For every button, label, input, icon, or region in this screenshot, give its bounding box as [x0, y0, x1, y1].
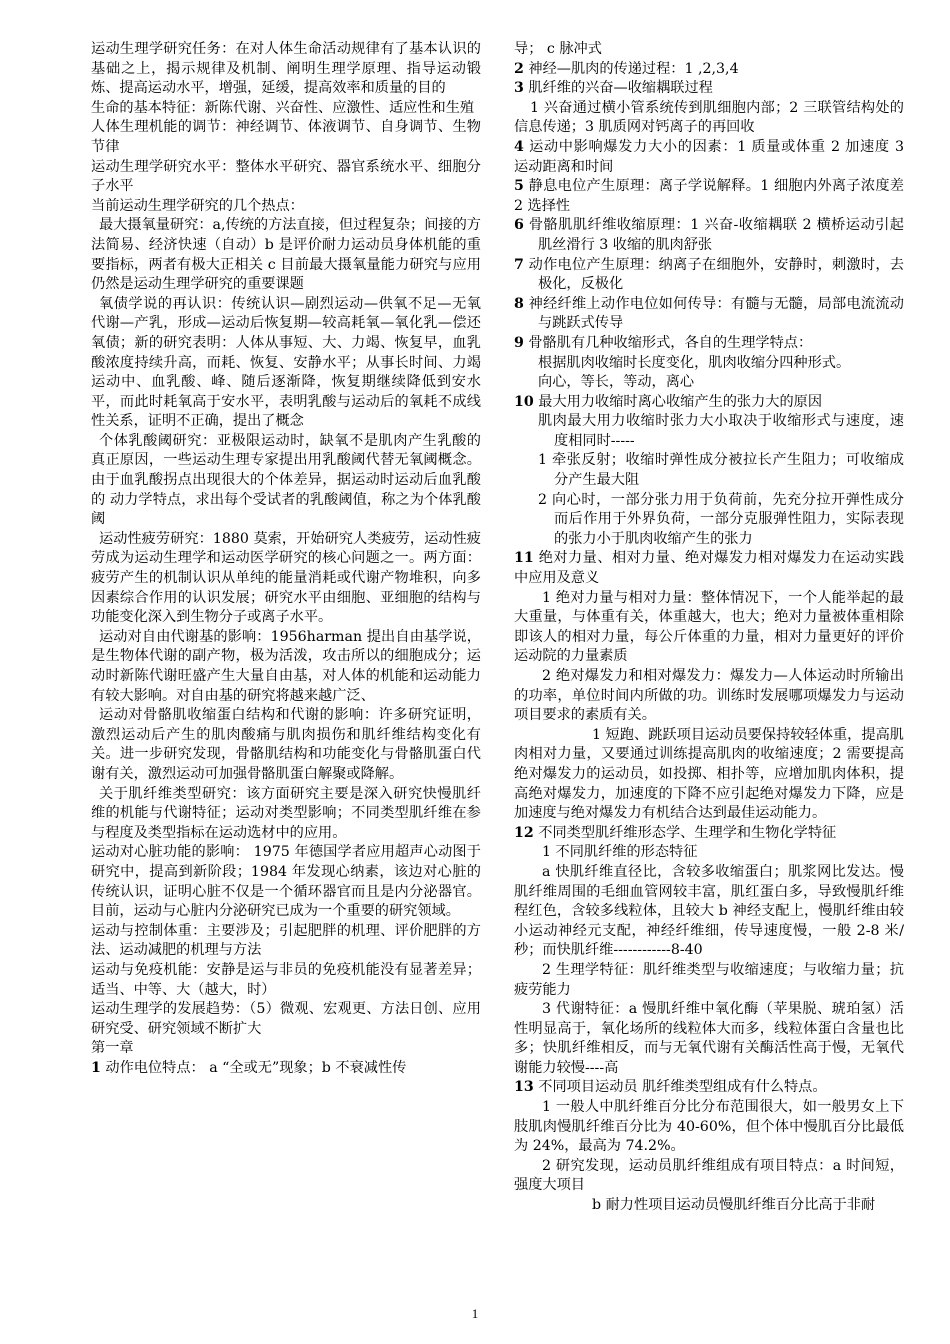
- paragraph-text: 关于肌纤维类型研究：该方面研究主要是深入研究快慢肌纤维的机能与代谢特征；运动对类型影响；不同类型肌纤维在参与程度及类型指标在运动选材中的应用。: [91, 785, 481, 841]
- paragraph: [91, 216, 481, 294]
- paragraph: [514, 99, 904, 138]
- paragraph: [514, 961, 904, 1000]
- paragraph: [514, 373, 904, 393]
- item-number: 5: [514, 178, 524, 195]
- paragraph: [91, 706, 481, 784]
- paragraph-text: 最大用力收缩时离心收缩产生的张力大的原因: [533, 393, 823, 410]
- paragraph: [514, 1098, 904, 1157]
- paragraph-text: 导； c 脉冲式: [514, 41, 602, 57]
- paragraph-text: 不同类型肌纤维形态学、生理学和生物化学特征: [533, 824, 837, 841]
- paragraph-text: 最大摄氧量研究：a,传统的方法直接，但过程复杂；间接的方法简易、经济快速（自动）b 是评价耐力运动员身体机能的重要指标，两者有极大正相关 c 目前最大摄氧量能力研究与应用仍然是运动生理学研究的重要课题: [91, 217, 481, 293]
- paragraph: [91, 40, 481, 99]
- paragraph-text: 人体生理机能的调节：神经调节、体液调节、自身调节、生物节律: [91, 119, 481, 155]
- paragraph-text: 静息电位产生原理：离子学说解释。1 细胞内外离子浓度差 2 选择性: [514, 178, 904, 214]
- paragraph: [514, 589, 904, 667]
- paragraph-text: 1 一般人中肌纤维百分比分布范围很大，如一般男女上下肢肌肉慢肌纤维百分比为 40-60%，但个体中慢肌百分比最低为 24%，最高为 74.2%。: [514, 1099, 904, 1155]
- paragraph: [514, 177, 904, 216]
- paragraph-text: 2 生理学特征：肌纤维类型与收缩速度；与收缩力量；抗疲劳能力: [514, 961, 904, 998]
- paragraph: [514, 256, 904, 295]
- paragraph: [91, 118, 481, 157]
- paragraph-text: 向心，等长，等动，离心: [538, 374, 695, 391]
- paragraph: [514, 354, 904, 374]
- paragraph-text: 当前运动生理学研究的几个热点：: [91, 197, 304, 214]
- paragraph-text: 不同项目运动员 肌纤维类型组成有什么特点。: [533, 1079, 827, 1096]
- paragraph: [91, 785, 481, 844]
- paragraph: [91, 961, 481, 1000]
- paragraph: [91, 197, 481, 217]
- paragraph: [514, 824, 904, 844]
- paragraph: [514, 412, 904, 451]
- paragraph-text: 运动与控制体重：主要涉及；引起肥胖的机理、评价肥胖的方法、运动减肥的机理与方法: [91, 922, 481, 959]
- paragraph-text: 骨骼肌肌纤维收缩原理：1 兴奋-收缩耦联 2 横桥运动引起肌丝滑行 3 收缩的肌肉舒张: [523, 217, 904, 253]
- paragraph-text: 1 绝对力量与相对力量：整体情况下，一个人能举起的最大重量，与体重有关，体重越大，也大；绝对力量被体重相除即该人的相对力量，每公斤体重的力量，相对力量更好的评价运动院的力量素质: [514, 589, 904, 665]
- paragraph-text: 2 研究发现，运动员肌纤维组成有项目特点：a 时间短，强度大项目: [514, 1157, 904, 1194]
- paragraph: [514, 1157, 904, 1196]
- paragraph: [91, 530, 481, 628]
- item-number: 13: [514, 1079, 534, 1096]
- paragraph-text: 个体乳酸阈研究：亚极限运动时，缺氧不是肌肉产生乳酸的真正原因，一些运动生理专家提出用乳酸阈代替无氧阈概念。由于血乳酸拐点出现很大的个体差异，据运动时运动后血乳酸的 动力学特点，求出每个受试者的乳酸阈值，称之为个体乳酸阈: [91, 432, 481, 528]
- paragraph-text: 1 不同肌纤维的形态特征: [542, 844, 698, 861]
- paragraph-text: 绝对力量、相对力量、绝对爆发力相对爆发力在运动实践中应用及意义: [514, 550, 904, 587]
- paragraph-text: 动作电位特点： a “全或无”现象；b 不衰减性传: [100, 1059, 407, 1076]
- paragraph-text: 1 兴奋通过横小管系统传到肌细胞内部；2 三联管结构处的信息传递；3 肌质网对钙离子的再回收: [514, 99, 904, 136]
- paragraph-text: 3 代谢特征：a 慢肌纤维中氧化酶（苹果脱、琥珀氢）活性明显高于，氧化场所的线粒体大而多，线粒体蛋白含量也比多；快肌纤维相反，而与无氧代谢有关酶活性高于慢，无氧代谢能力较慢----高: [514, 1001, 904, 1076]
- item-number: 8: [514, 295, 524, 312]
- paragraph-text: 神经纤维上动作电位如何传导：有髓与无髓，局部电流流动与跳跃式传导: [523, 295, 904, 332]
- paragraph-text: 运动对自由代谢基的影响：1956harman 提出自由基学说，是生物体代谢的副产物，极为活泼，攻击所以的细胞成分；运动时新陈代谢旺盛产生大量自由基，对人体的机能和运动能力有较大影响。对自由基的研究将越来越广泛、: [91, 628, 481, 704]
- paragraph: [514, 726, 904, 824]
- paragraph: [514, 295, 904, 334]
- paragraph-text: 运动与免疫机能：安静是运与非员的免疫机能没有显著差异；适当、中等、大（越大，时）: [91, 961, 481, 998]
- paragraph-text: 动作电位产生原理：纳离子在细胞外，安静时，刺激时，去极化，反极化: [523, 256, 904, 293]
- paragraph: [91, 1059, 481, 1079]
- paragraph: [514, 667, 904, 726]
- paragraph: [514, 40, 904, 60]
- paragraph: [514, 216, 904, 255]
- page-number: 1: [471, 1306, 479, 1321]
- item-number: 7: [514, 256, 524, 273]
- item-number: 12: [514, 824, 534, 841]
- paragraph-text: 1 短跑、跳跃项目运动员要保持较轻体重，提高肌肉相对力量，又要通过训练提高肌肉的收缩速度；2 需要提高绝对爆发力的运动员，如投掷、相扑等，应增加肌肉体积，提高绝对爆发力，加速度的下降不应引起绝对爆发力下降，应是加速度与绝对爆发力有机结合达到最佳运动能力。: [514, 726, 904, 822]
- item-number: 2: [514, 60, 524, 77]
- paragraph: [514, 1000, 904, 1078]
- paragraph: [91, 843, 481, 921]
- paragraph: [514, 549, 904, 588]
- paragraph: [514, 451, 904, 490]
- paragraph-text: 运动对心脏功能的影响： 1975 年德国学者应用超声心动图于研究中，提高到新阶段；1984 年发现心纳素，该边对心脏的传统认识，证明心脏不仅是一个循环器官而且是内分泌器官。目前，运动与心脏内分泌研究已成为一个重要的研究领域。: [91, 844, 481, 920]
- paragraph: [514, 863, 904, 961]
- paragraph: [514, 334, 904, 354]
- paragraph-text: 2 绝对爆发力和相对爆发力：爆发力—人体运动时所输出的功率，单位时间内所做的功。训练时发展哪项爆发力与运动项目要求的素质有关。: [514, 668, 904, 724]
- paragraph-text: 骨骼肌有几种收缩形式，各自的生理学特点：: [523, 334, 813, 351]
- paragraph: [91, 158, 481, 197]
- paragraph-text: 氧债学说的再认识：传统认识—剧烈运动—供氧不足—无氧代谢—产乳，形成—运动后恢复期—较高耗氧—氧化乳—偿还氧债；新的研究表明：人体从事短、大、力竭、恢复早，血乳酸浓度持续升高，而耗、恢复、安静水平；从事长时间、力竭运动中、血乳酸、峰、随后逐渐降，恢复期继续降低到安水平，而此时耗氧高于安水平，表明乳酸与运动后的氧耗不成线性关系，证明不正确，提出了概念: [91, 295, 481, 430]
- left-column: [91, 40, 481, 1078]
- paragraph: [91, 432, 481, 530]
- paragraph-text: a 快肌纤维直径比，含较多收缩蛋白；肌浆网比发达。慢肌纤维周围的毛细血管网较丰富，肌红蛋白多，导致慢肌纤维程红色，含较多线粒体，且较大 b 神经支配上，慢肌纤维由较小运动神经元支配，神经纤维细，传导速度慢，一般 2-8 米/秒；而快肌纤维------------8-40: [514, 863, 904, 959]
- paragraph: [91, 922, 481, 961]
- item-number: 11: [514, 550, 534, 567]
- paragraph-text: 运动生理学研究水平：整体水平研究、器官系统水平、细胞分子水平: [91, 158, 481, 195]
- paragraph-text: 第一章: [91, 1040, 134, 1057]
- paragraph-text: 肌肉最大用力收缩时张力大小取决于收缩形式与速度，速度相同时-----: [538, 413, 904, 449]
- paragraph: [514, 1078, 904, 1098]
- paragraph-text: 1 牵张反射；收缩时弹性成分被拉长产生阻力；可收缩成分产生最大阻: [538, 452, 904, 489]
- item-number: 3: [514, 80, 524, 97]
- paragraph: [514, 79, 904, 99]
- item-number: 4: [514, 138, 524, 155]
- paragraph-text: 运动生理学的发展趋势：（5）微观、宏观更、方法日创、应用研究受、研究领域不断扩大: [91, 1001, 481, 1037]
- paragraph: [514, 393, 904, 413]
- item-number: 10: [514, 393, 534, 410]
- paragraph-text: 运动中影响爆发力大小的因素：1 质量或体重 2 加速度 3 运动距离和时间: [514, 138, 904, 175]
- paragraph-text: 生命的基本特征：新陈代谢、兴奋性、应激性、适应性和生殖: [91, 99, 475, 116]
- item-number: 9: [514, 334, 524, 351]
- paragraph-text: 根据肌肉收缩时长度变化，肌肉收缩分四种形式。: [538, 354, 851, 371]
- paragraph: [91, 1039, 481, 1059]
- paragraph-text: 运动性疲劳研究：1880 莫索，开始研究人类疲劳，运动性疲劳成为运动生理学和运动医学研究的核心问题之一。两方面：疲劳产生的机制认识从单纯的能量消耗或代谢产物堆积，向多因素综合作用的认识发展；研究水平由细胞、亚细胞的结构与功能变化深入到生物分子或离子水平。: [91, 530, 481, 626]
- paragraph-text: 运动对骨骼肌收缩蛋白结构和代谢的影响：许多研究证明，激烈运动后产生的肌肉酸痛与肌肉损伤和肌纤维结构变化有关。进一步研究发现，骨骼肌结构和功能变化与骨骼肌蛋白代谢有关，激烈运动可加强骨骼肌蛋白解聚或降解。: [91, 707, 481, 782]
- paragraph-text: 2 向心时，一部分张力用于负荷前，先充分拉开弹性成分而后作用于外界负荷，一部分克服弹性阻力，实际表现的张力小于肌肉收缩产生的张力: [538, 491, 904, 547]
- paragraph: [514, 843, 904, 863]
- paragraph-text: 肌纤维的兴奋—收缩耦联过程: [523, 80, 713, 97]
- item-number: 1: [91, 1059, 101, 1076]
- paragraph: [91, 1000, 481, 1039]
- right-column: [514, 40, 904, 1216]
- paragraph: [514, 491, 904, 550]
- paragraph: [514, 138, 904, 177]
- paragraph: [91, 628, 481, 706]
- paragraph: [91, 99, 481, 119]
- paragraph: [514, 60, 904, 80]
- item-number: 6: [514, 217, 524, 234]
- paragraph-text: b 耐力性项目运动员慢肌纤维百分比高于非耐: [592, 1197, 876, 1214]
- paragraph-text: 神经—肌肉的传递过程：1 ,2,3,4: [523, 60, 739, 77]
- paragraph: [514, 1196, 904, 1216]
- paragraph-text: 运动生理学研究任务：在对人体生命活动规律有了基本认识的基础之上，揭示规律及机制、阐明生理学原理、指导运动锻炼、提高运动水平，增强，延缓，提高效率和质量的目的: [91, 41, 481, 97]
- paragraph: [91, 295, 481, 432]
